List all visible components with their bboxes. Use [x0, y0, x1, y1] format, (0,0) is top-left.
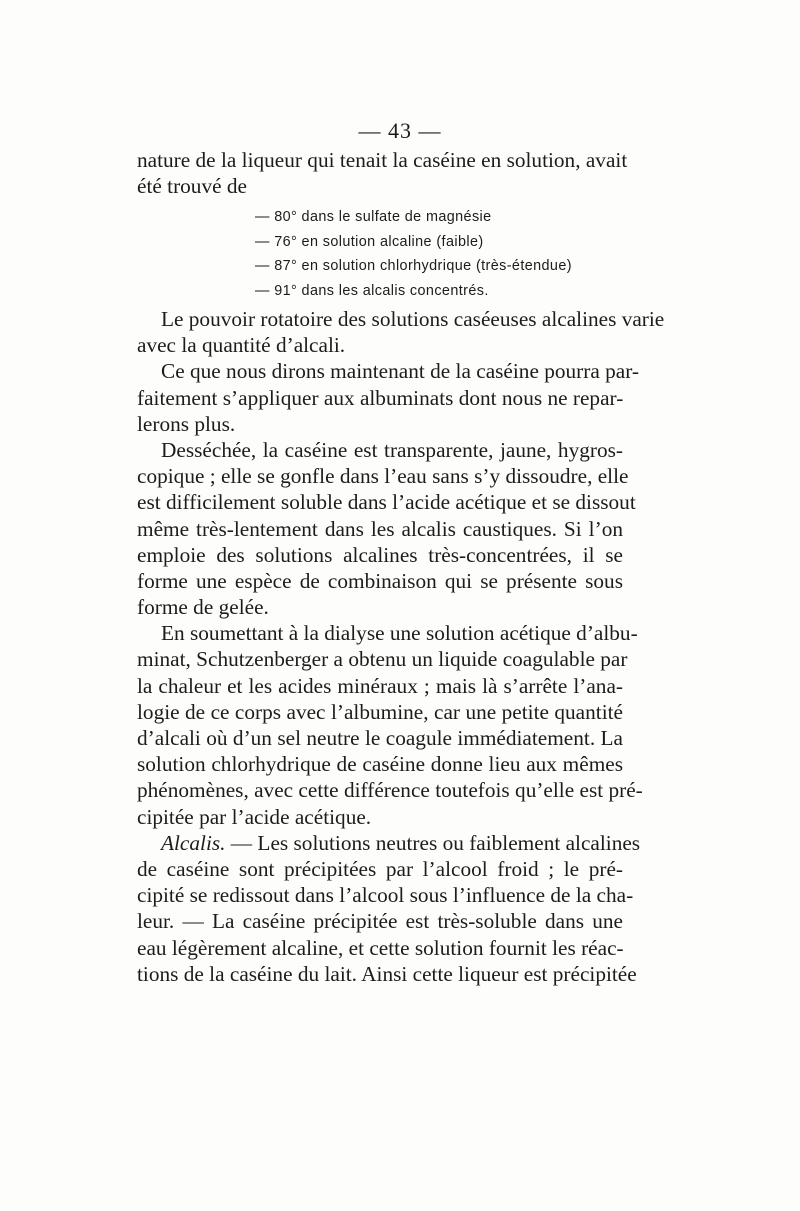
text-line: est difficilement soluble dans l’acide acétique et se dissout	[137, 490, 636, 515]
text-line: logie de ce corps avec l’albumine, car une petite quantité	[137, 699, 623, 724]
text-line: été trouvé de	[137, 174, 247, 199]
paragraph-rotatory-power: Le pouvoir rotatoire des solutions caséeuses alcalines varie	[161, 307, 665, 331]
rotation-item: — 80° dans le sulfate de magnésie	[255, 209, 492, 225]
text-line: cipité se redissout dans l’alcool sous l’influence de la cha-	[137, 883, 634, 908]
text-line: lerons plus.	[137, 411, 236, 436]
text-line: tions de la caséine du lait. Ainsi cette liqueur est précipitée	[137, 961, 637, 986]
text-line: copique ; elle se gonfle dans l’eau sans s’y dissoudre, elle	[137, 464, 629, 489]
body-text	[137, 306, 665, 987]
page-number: — 43 —	[358, 118, 442, 143]
text-line: phénomènes, avec cette différence toutefois qu’elle est pré-	[137, 778, 643, 803]
text-line: la chaleur et les acides minéraux ; mais là s’arrête l’ana-	[137, 673, 623, 698]
paragraph-alkalis	[137, 830, 641, 856]
text-line: avec la quantité d’alcali.	[137, 333, 346, 358]
text-line: forme une espèce de combinaison qui se présente sous	[137, 568, 623, 593]
rotation-item: — 87° en solution chlorhydrique (très-étendue)	[255, 258, 572, 274]
paragraph-albuminats: Ce que nous dirons maintenant de la caséine pourra par-	[161, 359, 639, 384]
text-fragment: — Les solutions neutres ou faiblement alcalines	[225, 830, 641, 855]
paragraph-dialysis: En soumettant à la dialyse une solution acétique d’albu-	[161, 621, 638, 646]
rotation-item: — 76° en solution alcaline (faible)	[255, 233, 484, 250]
section-heading-alcalis: Alcalis.	[161, 830, 226, 855]
text-line: de caséine sont précipitées par l’alcool froid ; le pré-	[137, 856, 623, 881]
rotation-list	[255, 205, 595, 303]
paragraph-dried-casein: Desséchée, la caséine est transparente, jaune, hygros-	[161, 437, 623, 462]
text-line: minat, Schutzenberger a obtenu un liquide coagulable par	[137, 647, 628, 672]
intro-text	[137, 147, 628, 199]
text-line: d’alcali où d’un sel neutre le coagule immédiatement. La	[137, 726, 623, 750]
rotation-item: — 91° dans les alcalis concentrés.	[255, 282, 489, 299]
text-line: nature de la liqueur qui tenait la caséine en solution, avait	[137, 148, 628, 172]
text-line: eau légèrement alcaline, et cette solution fournit les réac-	[137, 935, 624, 960]
text-line: forme de gelée.	[137, 595, 269, 620]
text-line: solution chlorhydrique de caséine donne lieu aux mêmes	[137, 752, 623, 777]
text-line: faitement s’appliquer aux albuminats dont nous ne repar-	[137, 385, 624, 410]
text-line: leur. — La caséine précipitée est très-soluble dans une	[137, 909, 623, 934]
text-line: même très-lentement dans les alcalis caustiques. Si l’on	[137, 516, 623, 541]
text-line: emploie des solutions alcalines très-concentrées, il se	[137, 542, 623, 567]
text-line: cipitée par l’acide acétique.	[137, 804, 372, 829]
